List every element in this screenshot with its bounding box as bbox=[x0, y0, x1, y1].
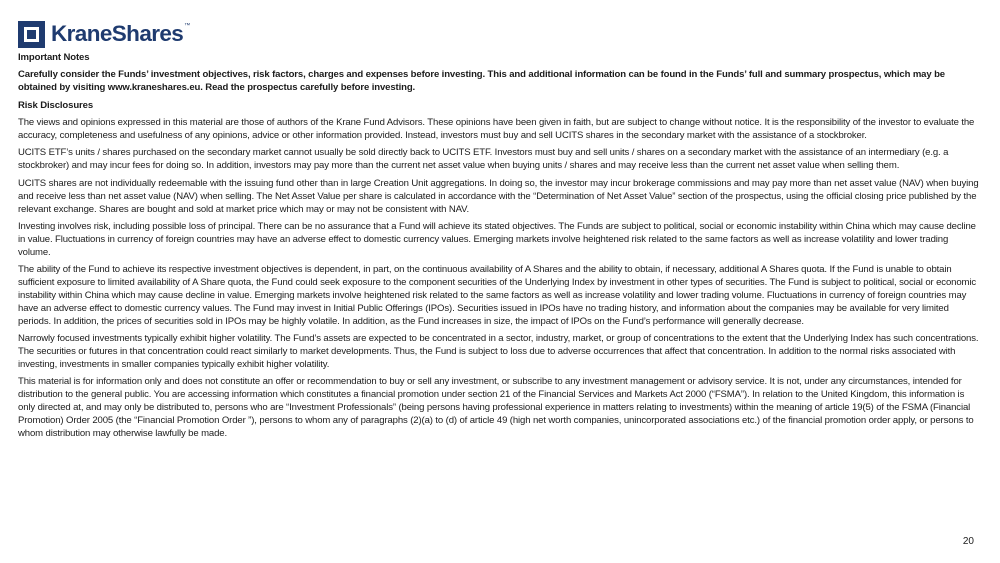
kraneshares-logo-icon bbox=[18, 21, 45, 48]
risk-paragraph-views: The views and opinions expressed in this material are those of authors of the Krane Fund Advisors. These opinions have been given in faith, but are subject to change without notice. It is the responsibility of the investor to evaluate the accuracy, completeness and usefulness of any opinions, advice or other information provided. Instead, investors must buy and sell UCITS shares in the secondary market with the assistance of a stockbroker. bbox=[18, 117, 975, 142]
risk-paragraph-concentration: Narrowly focused investments typically exhibit higher volatility. The Fund’s assets are expected to be concentrated in a sector, industry, market, or group of concentrations to the extent that the Underlying Index has such concentrations. The securities or futures in that concentration could react similarly to market developments. Thus, the Fund is subject to loss due to adverse occurrences that affect that concentration. In addition to the normal risks associated with investing, investments in smaller companies typically exhibit higher volatility. bbox=[18, 333, 979, 371]
risk-disclosures-heading: Risk Disclosures bbox=[18, 99, 94, 111]
important-notes-text: Carefully consider the Funds’ investment objectives, risk factors, charges and expenses before investing. This and additional information can be found in the Funds’ full and summary prospectus, which may be obtained by visiting www.kraneshares.eu. Read the prospectus carefully before investing. bbox=[18, 69, 945, 94]
risk-paragraph-information-only: This material is for information only and does not constitute an offer or recommendation to buy or sell any investment, or subscribe to any investment management or advisory service. It is not, under any circumstances, intended for distribution to the general public. You are accessing information which constitutes a financial promotion under section 21 of the Financial Services and Markets Act 2000 (“FSMA”). In relation to the United Kingdom, this information is only directed at, and may only be distributed to, persons who are “Investment Professionals” (being persons having professional experience in matters relating to investments) within the meaning of article 19(5) of the FSMA (Financial Promotion) Order 2005 (the “Financial Promotion Order ”), persons to whom any of paragraphs (2)(a) to (d) of article 49 (high net worth companies, unincorporated associations etc.) of the financial promotion order apply, or persons to whom distribution may otherwise lawfully be made. bbox=[18, 376, 974, 440]
risk-paragraph-redeemable: UCITS shares are not individually redeemable with the issuing fund other than in large Creation Unit aggregations. In doing so, the investor may incur brokerage commissions and may pay more than net asset value (NAV) when buying and receive less than net asset value (NAV) when selling. The Net Asset Value per share is calculated in accordance with the “Determination of Net Asset Value” section of the prospectus, using the official closing price published by the relevant exchange. Shares are bought and sold at market price which may or may not be consistent with NAV. bbox=[18, 177, 979, 215]
logo-trademark: ™ bbox=[184, 23, 191, 29]
disclosure-content bbox=[18, 52, 981, 445]
kraneshares-logo bbox=[18, 19, 190, 49]
risk-paragraph-secondary-market: UCITS ETF’s units / shares purchased on the secondary market cannot usually be sold directly back to UCITS ETF. Investors must buy and sell units / shares on a secondary market with the assistance of an intermediary (e.g. a stockbroker) and may incur fees for doing so. In addition, investors may pay more than the current net asset value when buying units / shares and may receive less than the current net asset value when selling them. bbox=[18, 147, 949, 172]
page-number: 20 bbox=[962, 536, 974, 547]
risk-paragraph-a-shares: The ability of the Fund to achieve its respective investment objectives is dependent, in part, on the continuous availability of A Shares and the ability to obtain, if necessary, additional A Shares quota. If the Fund is unable to obtain sufficient exposure to limited availability of A Share quota, the Fund could seek exposure to the component securities of the Underlying Index by investment in other types of securities. The Fund is subject to political, social or economic instability within China which may cause decline in value. Emerging markets involve heightened risk related to the same factors as well as increase volatility and lower trading volume. Fluctuations in currency of foreign countries may have an adverse effect to domestic currency values. The Fund may invest in Initial Public Offerings (IPOs). Securities issued in IPOs have no trading history, and information about the companies may be available for very limited periods. In addition, the prices of securities sold in IPOs may be highly volatile. In addition, as the Fund increases in size, the impact of IPOs on the Fund’s performance will generally decrease. bbox=[18, 264, 977, 327]
important-notes-heading: Important Notes bbox=[18, 52, 90, 63]
risk-paragraph-investing-risk: Investing involves risk, including possible loss of principal. There can be no assurance that a Fund will achieve its stated objectives. The Funds are subject to political, social or economic instability within China which may cause decline in value. Fluctuations in currency of foreign countries may have an adverse effect to domestic currency values. Emerging markets involve heightened risk related to the same factors as well as increase volatility and lower trading volume. bbox=[18, 220, 976, 258]
logo-wordmark: KraneShares bbox=[51, 20, 184, 46]
